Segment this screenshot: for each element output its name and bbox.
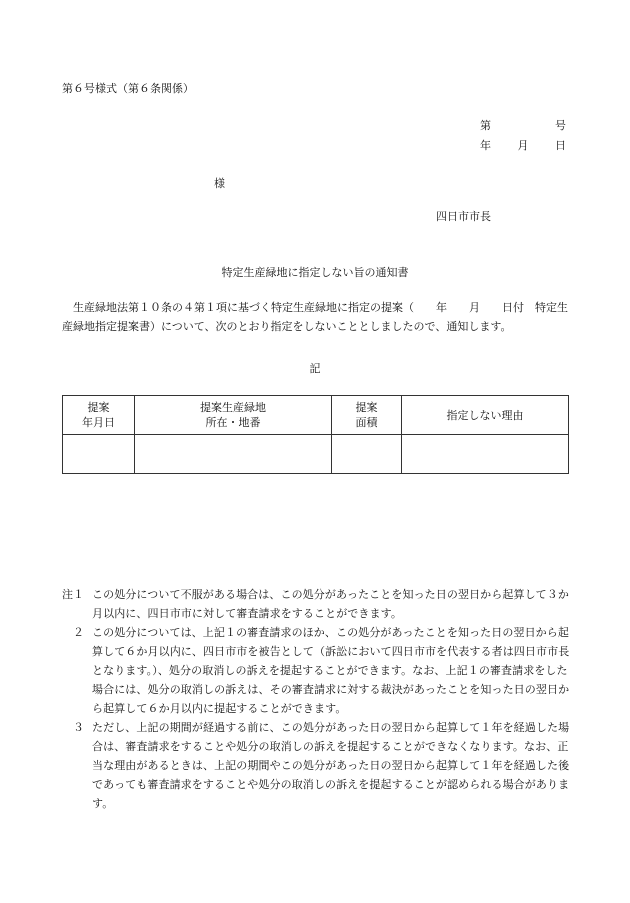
header-proposal-location bbox=[135, 396, 332, 435]
table-row bbox=[63, 435, 569, 474]
cell-reason[interactable] bbox=[402, 435, 569, 474]
header-proposal-area-line1: 提案 bbox=[355, 401, 378, 414]
document-number bbox=[480, 119, 566, 139]
note-label: ２ bbox=[73, 626, 84, 639]
date-day: 日 bbox=[555, 139, 566, 152]
note-item bbox=[62, 718, 577, 813]
note-item bbox=[62, 623, 577, 718]
body-text-before: 生産緑地法第１０条の４第１項に基づく特定生産緑地に指定の提案（ bbox=[73, 301, 414, 314]
document-number-block bbox=[480, 119, 566, 153]
header-reason bbox=[402, 396, 569, 435]
body-date-blanks: 年 月 日付 bbox=[414, 301, 524, 314]
proposal-table bbox=[62, 395, 569, 474]
body-paragraph bbox=[62, 298, 572, 336]
date-month: 月 bbox=[517, 139, 529, 152]
issuer-name: 四日市市長 bbox=[436, 210, 491, 223]
table-header-row bbox=[63, 396, 569, 435]
date-year: 年 bbox=[480, 139, 491, 152]
document-number-go: 号 bbox=[555, 119, 566, 132]
addressee-honorific: 様 bbox=[214, 177, 225, 190]
header-proposal-area bbox=[332, 396, 402, 435]
body-text-after: 特定生産緑地指定提案書）について、次のとおり指定をしないこととしましたので、通知します。 bbox=[62, 301, 568, 333]
document-number-dai: 第 bbox=[480, 119, 491, 132]
header-proposal-location-line1: 提案生産緑地 bbox=[200, 401, 266, 414]
note-text: この処分については、上記１の審査請求のほか、この処分があったことを知った日の翌日から起算して６か月以内に、四日市市を被告として（訴訟において四日市市を代表する者は四日市市長となります。）、処分の取消しの訴えを提起することができます。なお、上記１の審査請求をした場合には、処分の取消しの訴えは、その審査請求に対する裁決があったことを知った日の翌日から起算して６か月以内に提起することができます。 bbox=[92, 626, 570, 715]
header-proposal-area-line2: 面積 bbox=[355, 416, 378, 429]
header-proposal-location-line2: 所在・地番 bbox=[205, 416, 261, 429]
note-label: ３ bbox=[73, 721, 84, 734]
note-label: 注１ bbox=[62, 588, 84, 601]
note-text: この処分について不服がある場合は、この処分があったことを知った日の翌日から起算して３か月以内に、四日市市に対して審査請求をすることができます。 bbox=[92, 588, 569, 620]
note-text: ただし、上記の期間が経過する前に、この処分があった日の翌日から起算して１年を経過した場合は、審査請求をすることや処分の取消しの訴えを提起することができなくなります。なお、正当な理由があるときは、上記の期間やこの処分があった日の翌日から起算して１年を経過した後であっても審査請求をすることや処分の取消しの訴えを提起することが認められる場合があります。 bbox=[92, 721, 570, 810]
ki-marker: 記 bbox=[309, 362, 321, 375]
cell-proposal-location[interactable] bbox=[135, 435, 332, 474]
header-proposal-date-line2: 年月日 bbox=[82, 416, 115, 429]
form-number: 第６号様式（第６条関係） bbox=[62, 82, 194, 95]
cell-proposal-area[interactable] bbox=[332, 435, 402, 474]
note-item bbox=[62, 585, 577, 623]
document-date bbox=[480, 139, 566, 153]
document-title: 特定生産緑地に指定しない旨の通知書 bbox=[221, 266, 409, 279]
header-reason-line1: 指定しない理由 bbox=[446, 408, 524, 422]
notes-section bbox=[62, 585, 577, 813]
header-proposal-date-line1: 提案 bbox=[87, 401, 110, 414]
header-proposal-date bbox=[63, 396, 135, 435]
cell-proposal-date[interactable] bbox=[63, 435, 135, 474]
